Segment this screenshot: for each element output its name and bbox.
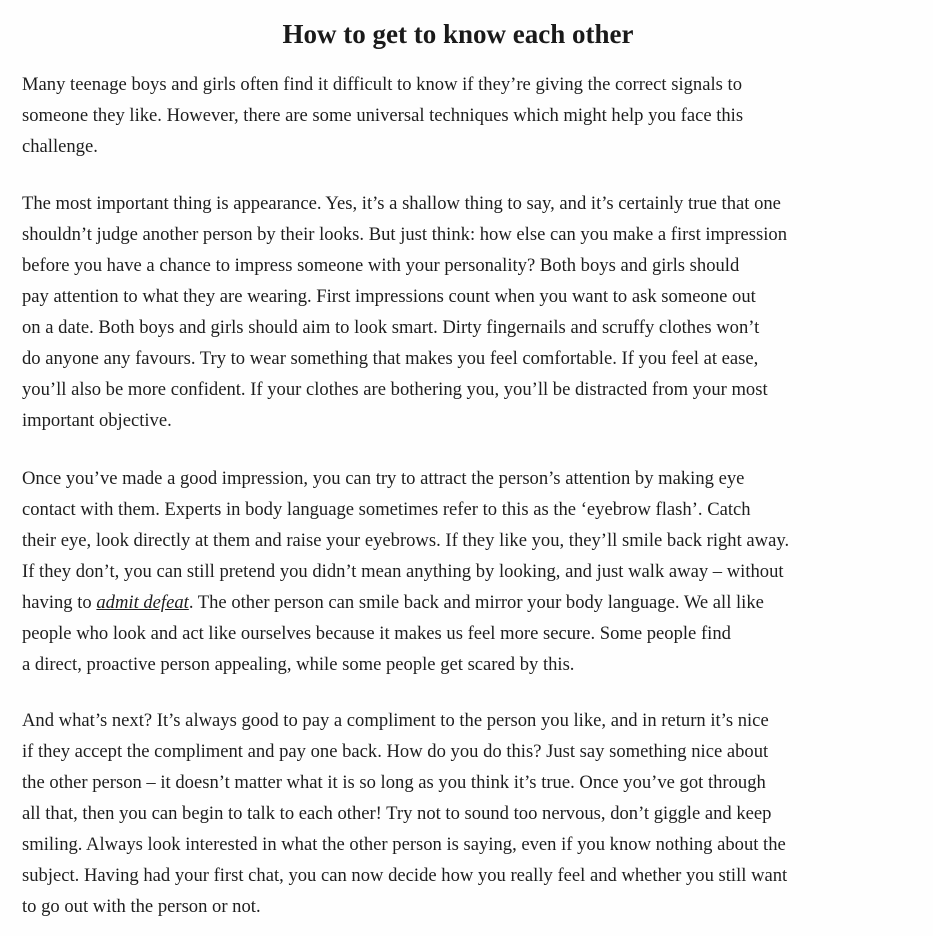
paragraph-3-line: If they don’t, you can still pretend you didn’t mean anything by looking, and just walk away – without (22, 561, 784, 582)
paragraph-2-line: shouldn’t judge another person by their looks. But just think: how else can you make a first impression (22, 224, 787, 245)
paragraph-3-line: contact with them. Experts in body language sometimes refer to this as the ‘eyebrow flash’. Catch (22, 499, 751, 520)
paragraph-4-line: And what’s next? It’s always good to pay a compliment to the person you like, and in return it’s nice (22, 710, 769, 731)
paragraph-4-line: all that, then you can begin to talk to each other! Try not to sound too nervous, don’t giggle and keep (22, 803, 772, 824)
paragraph-2-line: you’ll also be more confident. If your clothes are bothering you, you’ll be distracted from your most (22, 379, 768, 400)
paragraph-4 (22, 705, 922, 922)
paragraph-1-line: someone they like. However, there are some universal techniques which might help you face this (22, 105, 744, 126)
paragraph-2-line: do anyone any favours. Try to wear something that makes you feel comfortable. If you feel at ease, (22, 348, 759, 369)
paragraph-3 (22, 463, 922, 680)
paragraph-2-line: The most important thing is appearance. Yes, it’s a shallow thing to say, and it’s certainly true that one (22, 193, 781, 214)
paragraph-4-line: if they accept the compliment and pay one back. How do you do this? Just say something nice about (22, 741, 769, 762)
emph-line-before: having to (22, 592, 97, 613)
article-title: How to get to know each other (282, 19, 634, 49)
emphasized-phrase: admit defeat (96, 592, 189, 613)
paragraph-2-line: on a date. Both boys and girls should aim to look smart. Dirty fingernails and scruffy clothes won’t (22, 317, 760, 338)
paragraph-1 (22, 69, 922, 162)
paragraph-2 (22, 188, 922, 436)
paragraph-1-line: Many teenage boys and girls often find it difficult to know if they’re giving the correct signals to (22, 74, 742, 95)
paragraph-1-line: challenge. (22, 136, 98, 157)
paragraph-4-line: the other person – it doesn’t matter what it is so long as you think it’s true. Once you’ve got through (22, 772, 766, 793)
paragraph-4-line: to go out with the person or not. (22, 896, 261, 917)
paragraph-4-line: smiling. Always look interested in what the other person is saying, even if you know nothing about the (22, 834, 786, 855)
paragraph-3-emph-line (22, 587, 922, 618)
paragraph-3-line: their eye, look directly at them and raise your eyebrows. If they like you, they’ll smile back right away. (22, 530, 790, 551)
emph-line-after: . The other person can smile back and mirror your body language. We all like (188, 592, 764, 613)
paragraph-2-line: important objective. (22, 410, 172, 431)
paragraph-3-line: people who look and act like ourselves because it makes us feel more secure. Some people find (22, 623, 731, 644)
paragraph-3-line: Once you’ve made a good impression, you can try to attract the person’s attention by making eye (22, 468, 745, 489)
paragraph-2-line: pay attention to what they are wearing. First impressions count when you want to ask someone out (22, 286, 756, 307)
paragraph-3-line: a direct, proactive person appealing, while some people get scared by this. (22, 654, 575, 675)
paragraph-2-line: before you have a chance to impress someone with your personality? Both boys and girls should (22, 255, 740, 276)
paragraph-4-line: subject. Having had your first chat, you can now decide how you really feel and whether you still want (22, 865, 788, 886)
